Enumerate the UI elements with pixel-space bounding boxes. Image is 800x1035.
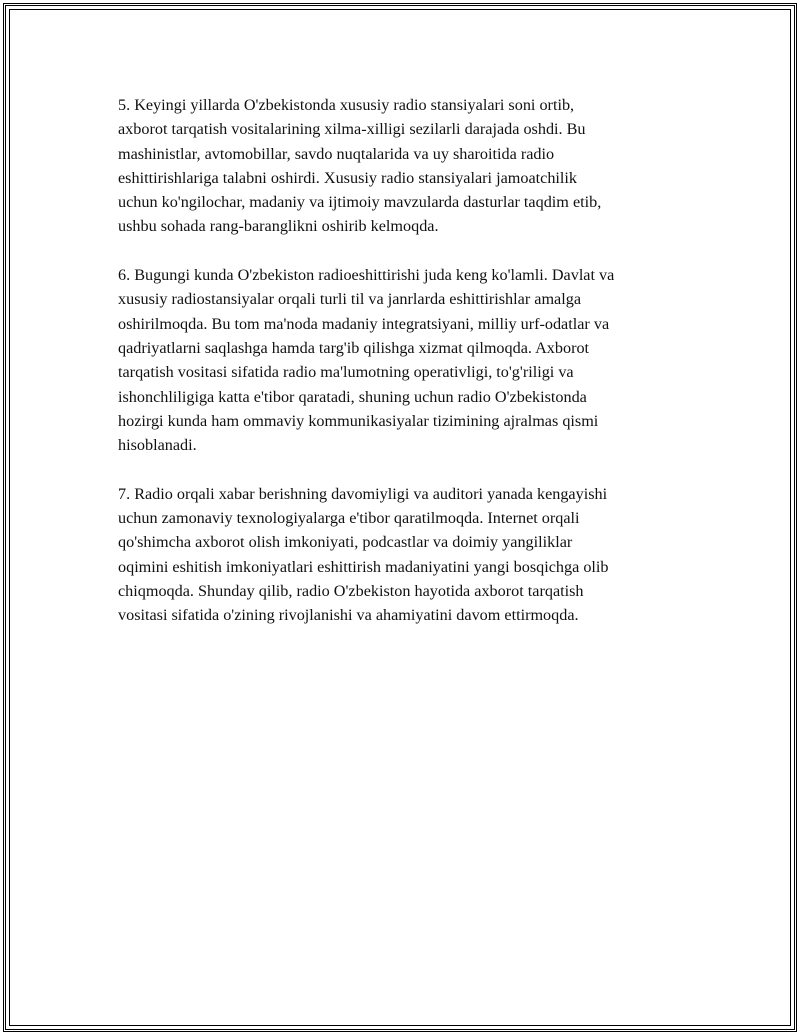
document-body [118,93,698,652]
paragraph-7: 7. Radio orqali xabar berishning davomiyligi va auditori yanada kengayishi uchun zamonaviy texnologiyalarga e'tibor qaratilmoqda. Internet orqali qo'shimcha axborot olish imkoniyati, podcastlar va doimiy yangiliklar oqimini eshitish imkoniyatlari eshittirish madaniyatini yangi bosqichga olib chiqmoqda. Shunday qilib, radio O'zbekiston hayotida axborot tarqatish vositasi sifatida o'zining rivojlanishi va ahamiyatini davom ettirmoqda. [118,484,609,625]
paragraph-5: 5. Keyingi yillarda O'zbekistonda xususiy radio stansiyalari soni ortib, axborot tarqatish vositalarining xilma-xilligi sezilarli darajada oshdi. Bu mashinistlar, avtomobillar, savdo nuqtalarida va uy sharoitida radio eshittirishlariga talabni oshirdi. Xususiy radio stansiyalari jamoatchilik uchun ko'ngilochar, madaniy va ijtimoiy mavzularda dasturlar taqdim etib, ushbu sohada rang-baranglikni oshirib kelmoqda. [118,96,602,236]
paragraph-6: 6. Bugungi kunda O'zbekiston radioeshittirishi juda keng ko'lamli. Davlat va xususiy radiostansiyalar orqali turli til va janrlarda eshittirishlar amalga oshirilmoqda. Bu tom ma'noda madaniy integratsiyani, milliy urf-odatlar va qadriyatlarni saqlashga hamda targ'ib qilishga xizmat qilmoqda. Axborot tarqatish vositasi sifatida radio ma'lumotning operativligi, to'g'riligi va ishonchliligiga katta e'tibor qaratadi, shuning uchun radio O'zbekistonda hozirgi kunda ham ommaviy kommunikasiyalar tizimining ajralmas qismi hisoblanadi. [118,266,615,455]
